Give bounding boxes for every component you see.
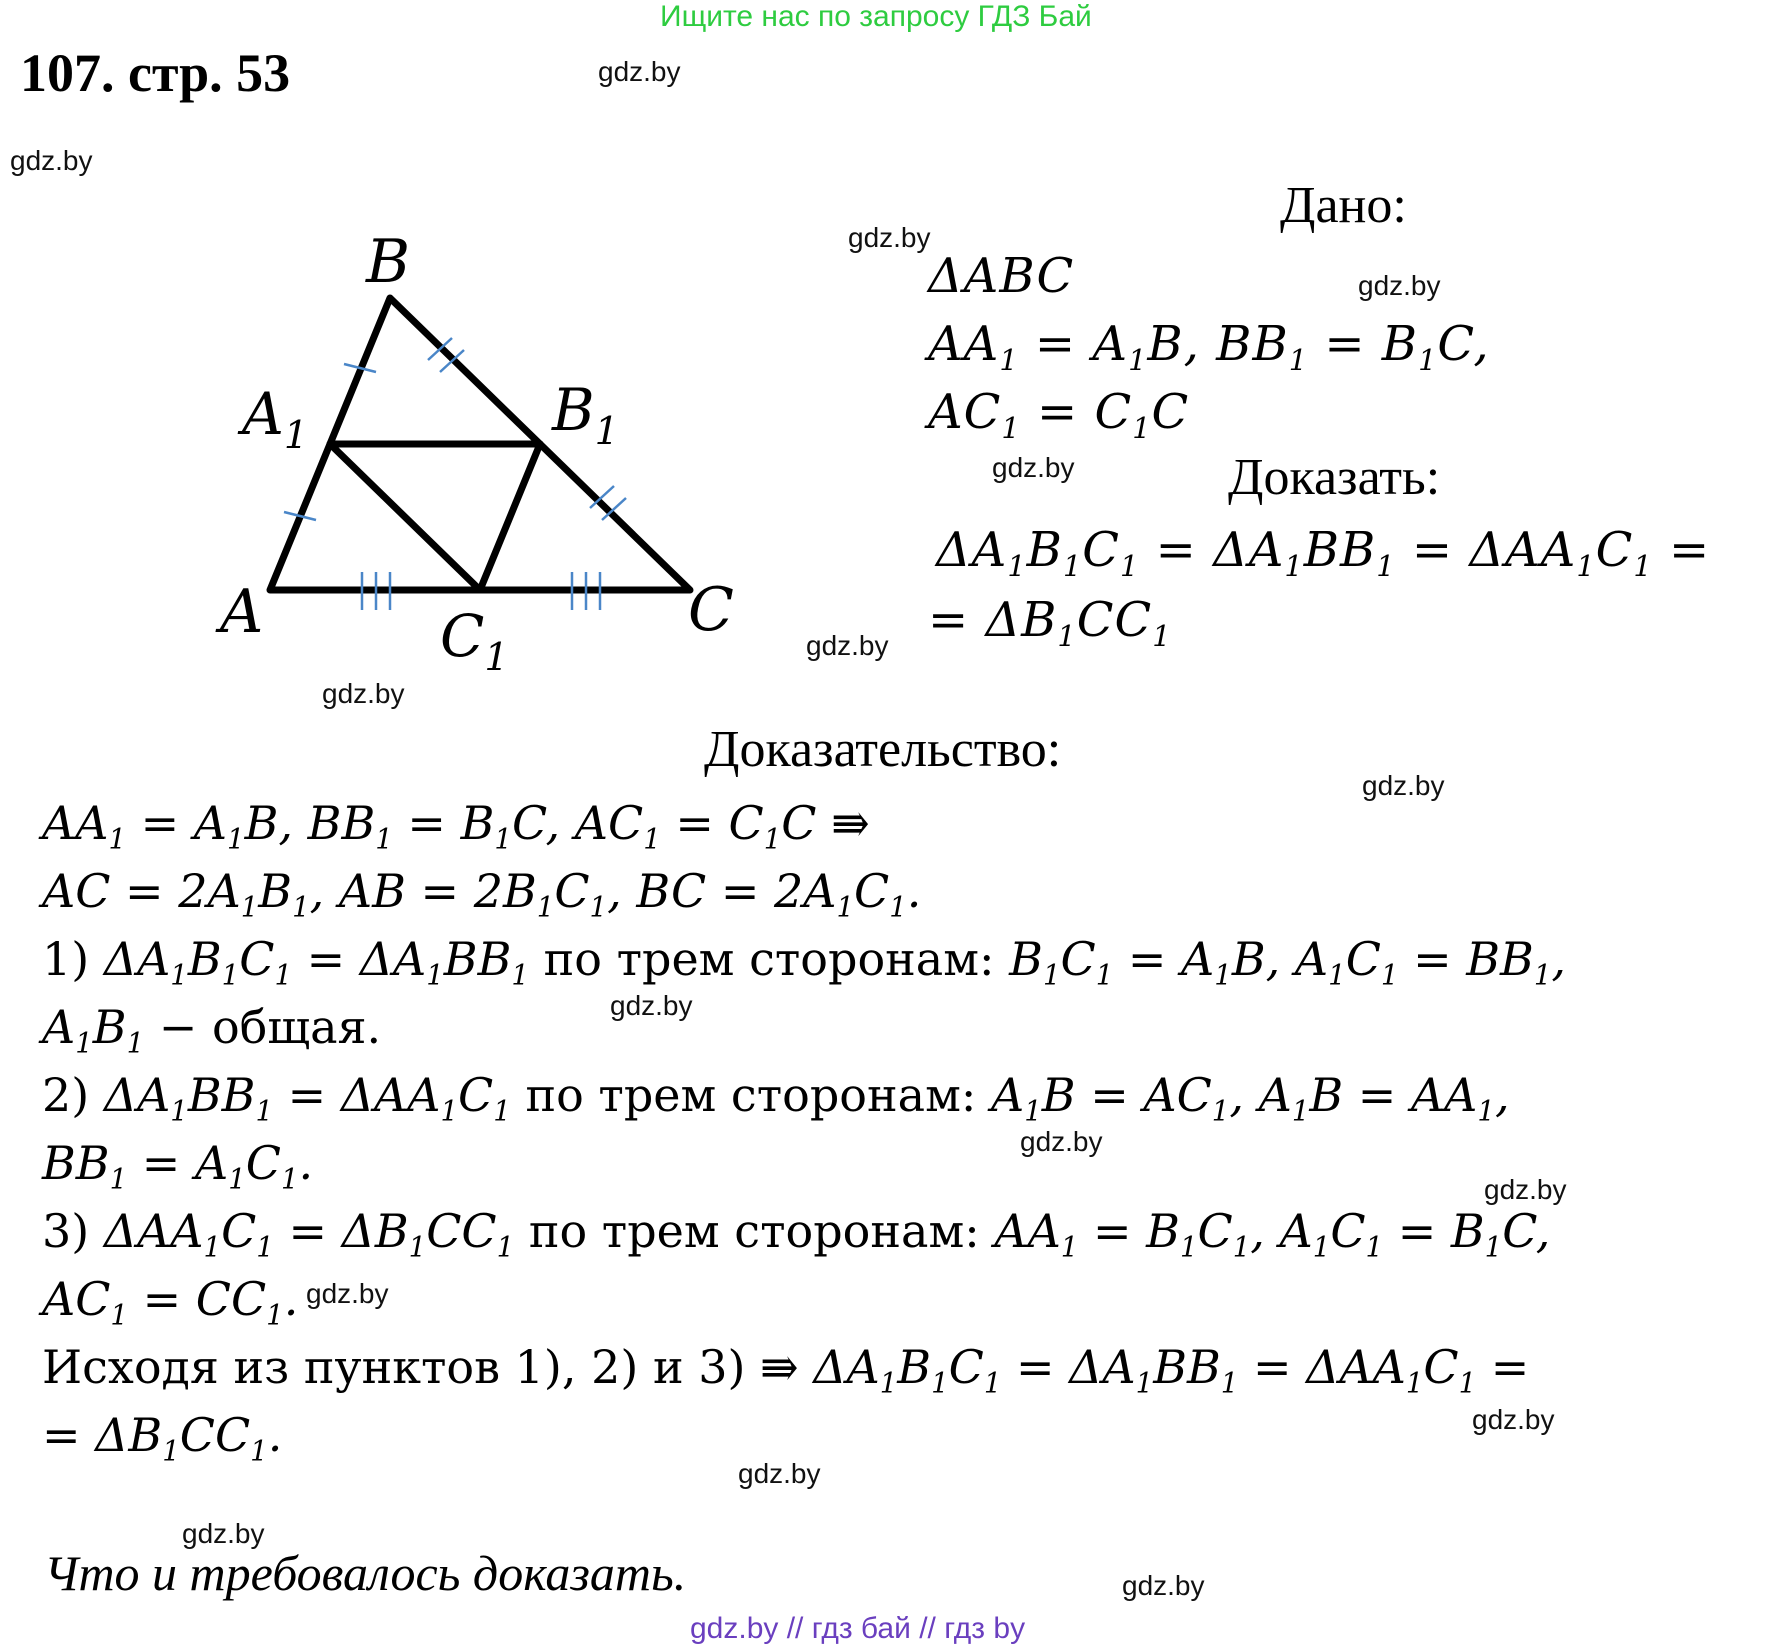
- search-banner: Ищите нас по запросу ГДЗ Бай: [660, 0, 1092, 33]
- proof-step-3-line-2: $AC_1 = CC_1$.: [42, 1272, 299, 1332]
- watermark: gdz.by: [322, 678, 405, 709]
- page-title: 107. стр. 53: [20, 43, 291, 103]
- vertex-a1-label: $A_1$: [242, 380, 309, 457]
- prove-heading: Доказать:: [1228, 449, 1441, 506]
- watermark: gdz.by: [1020, 1126, 1103, 1157]
- segment-a1c1: [330, 444, 480, 590]
- proof-step-1-line-2: $A_1B_1$ − общая.: [42, 1000, 382, 1060]
- triangle-diagram: [200, 220, 760, 690]
- watermark: gdz.by: [306, 1278, 389, 1309]
- proof-conclusion-line-2: = $\Delta B_1CC_1$.: [42, 1408, 283, 1468]
- proof-line-2: AC = $2A_1B_1$, AB = $2B_1C_1$, BC = $2A_1C_1$.: [42, 864, 922, 924]
- proof-step-2-line-1: 2) $\Delta A_1BB_1 = \Delta AA_1C_1$ по трем сторонам: $A_1B = AC_1$, $A_1B = AA_1$,: [42, 1068, 1510, 1128]
- watermark: gdz.by: [1484, 1174, 1567, 1205]
- proof-heading: Доказательство:: [704, 721, 1062, 778]
- proof-conclusion-line-1: Исходя из пунктов 1), 2) и 3) ⇛ $\Delta A_1B_1C_1 = \Delta A_1BB_1 = \Delta AA_1C_1$ =: [42, 1340, 1530, 1400]
- vertex-b-label: B: [366, 227, 411, 297]
- proof-step-2-line-2: $BB_1 = A_1C_1$.: [42, 1136, 314, 1196]
- vertex-a-label: A: [220, 577, 264, 647]
- vertex-c1-label: $C_1$: [440, 602, 509, 679]
- given-equality-line-2: $AC_1 = C_1C$: [928, 384, 1190, 446]
- proof-line-1: $AA_1 = A_1B$, $BB_1 = B_1C$, $AC_1 = C_1C$ ⇛: [42, 796, 870, 856]
- given-heading: Дано:: [1280, 177, 1407, 234]
- watermark: gdz.by: [182, 1518, 265, 1549]
- watermark: gdz.by: [1122, 1570, 1205, 1601]
- watermark: gdz.by: [992, 452, 1075, 483]
- watermark: gdz.by: [598, 56, 681, 87]
- watermark: gdz.by: [738, 1458, 821, 1489]
- given-triangle: ΔABC: [928, 248, 1075, 304]
- segment-b1c1: [480, 444, 540, 590]
- given-equality-line-1: $AA_1 = A_1B$, $BB_1 = B_1C$,: [928, 316, 1490, 378]
- watermark: gdz.by: [1362, 770, 1445, 801]
- watermark: gdz.by: [848, 222, 931, 253]
- watermark: gdz.by: [806, 630, 889, 661]
- vertex-b1-label: $B_1$: [552, 376, 619, 453]
- footer-links: gdz.by // гдз бай // гдз by: [690, 1612, 1026, 1645]
- watermark: gdz.by: [1472, 1404, 1555, 1435]
- watermark: gdz.by: [10, 145, 93, 176]
- watermark: gdz.by: [1358, 270, 1441, 301]
- vertex-c-label: C: [688, 575, 734, 645]
- prove-statement-line-1: $\Delta A_1B_1C_1 = \Delta A_1BB_1 = \Delta AA_1C_1$ =: [936, 522, 1711, 584]
- watermark: gdz.by: [610, 990, 693, 1021]
- prove-statement-line-2: = $\Delta B_1CC_1$: [928, 592, 1172, 654]
- closing-statement: Что и требовалось доказать.: [44, 1545, 687, 1601]
- proof-step-3-line-1: 3) $\Delta AA_1C_1 = \Delta B_1CC_1$ по трем сторонам: $AA_1 = B_1C_1$, $A_1C_1 = B_1C$,: [42, 1204, 1551, 1264]
- proof-step-1-line-1: 1) $\Delta A_1B_1C_1 = \Delta A_1BB_1$ по трем сторонам: $B_1C_1 = A_1B$, $A_1C_1 = BB_1$,: [42, 932, 1567, 992]
